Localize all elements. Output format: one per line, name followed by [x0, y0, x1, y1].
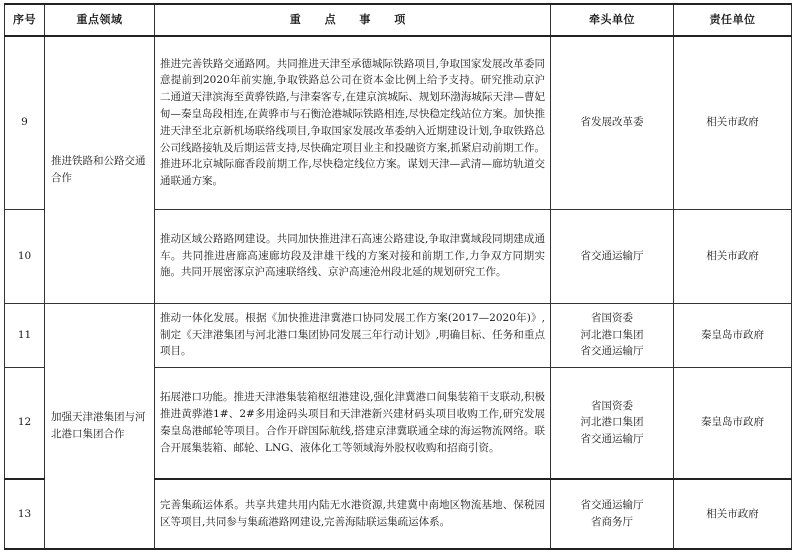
- lead-unit-line: 省交通运输厅: [580, 499, 644, 512]
- task-cell: 拓展港口功能。推进天津港集装箱枢纽港建设,强化津冀港口间集装箱干支联动,积极推进黄骅港1#、2#多用途码头项目和天津港新兴建材码头项目收购工作,研究发展秦皇岛港邮轮等项目。合作开辟国际航线,搭建京津冀联通全球的海运物流网络。联合开展集装箱、邮轮、LNG、液体化工等领域海外股权收购和招商引资。: [155, 367, 551, 479]
- header-task: 重 点 事 项: [155, 4, 551, 36]
- header-lead-unit: 牵头单位: [551, 4, 674, 36]
- lead-unit-cell: [551, 303, 674, 367]
- policy-table: [4, 3, 792, 550]
- lead-unit-line: 河北港口集团: [580, 416, 644, 429]
- row-number: 11: [5, 303, 45, 367]
- header-area: 重点领域: [45, 4, 155, 36]
- task-cell: 完善集疏运体系。共享共建共用内陆无水港资源,共建冀中南地区物流基地、保税园区等项目,共同参与集疏港路网建设,完善海陆联运集疏运体系。: [155, 479, 551, 549]
- responsible-unit-cell: 相关市政府: [674, 36, 792, 209]
- area-cell: 加强天津港集团与河北港口集团合作: [45, 303, 155, 549]
- lead-unit-line: 省国资委: [591, 399, 633, 412]
- header-num: 序号: [5, 4, 45, 36]
- task-cell: 推动区域公路路网建设。共同加快推进津石高速公路建设,争取津冀域段同期建成通车。共同推进唐廊高速廊坊段及津雄干线的方案对接和前期工作,力争双方同期实施。共同开展密涿京沪高速联络线、京沪高速沧州段北延的规划研究工作。: [155, 209, 551, 303]
- lead-unit-cell: 省发展改革委: [551, 36, 674, 209]
- lead-unit-cell: 省交通运输厅: [551, 209, 674, 303]
- task-cell: 推进完善铁路交通路网。共同推进天津至承德城际铁路项目,争取国家发展改革委同意提前到2020年前实施,争取铁路总公司在资本金比例上给予支持。研究推动京沪二通道天津滨海至黄骅铁路,与津秦客专,在建京滨城际、规划环渤海城际天津—曹妃甸—秦皇岛段相连,在黄骅市与石衡沧港城际铁路相连,尽快稳定线站位方案。加快推进天津至北京新机场联络线项目,争取国家发展改革委纳入近期建设计划,争取铁路总公司线路接轨及后期运营支持,尽快确定项目业主和投融资方案,抓紧启动前期工作。推进环北京城际廊香段前期工作,尽快稳定线位方案。谋划天津—武清—廊坊轨道交通联通方案。: [155, 36, 551, 209]
- responsible-unit-cell: 相关市政府: [674, 479, 792, 549]
- row-number: 9: [5, 36, 45, 209]
- responsible-unit-cell: 相关市政府: [674, 209, 792, 303]
- table-row: [5, 36, 792, 209]
- responsible-unit-cell: 秦皇岛市政府: [674, 367, 792, 479]
- task-cell: 推动一体化发展。根据《加快推进津冀港口协同发展工作方案(2017—2020年)》,制定《天津港集团与河北港口集团协同发展三年行动计划》,明确目标、任务和重点项目。: [155, 303, 551, 367]
- lead-unit-line: 省交通运输厅: [580, 345, 644, 358]
- area-cell: 推进铁路和公路交通合作: [45, 36, 155, 303]
- table-header-row: [5, 4, 792, 36]
- row-number: 13: [5, 479, 45, 549]
- row-number: 12: [5, 367, 45, 479]
- row-number: 10: [5, 209, 45, 303]
- responsible-unit-cell: 秦皇岛市政府: [674, 303, 792, 367]
- lead-unit-line: 河北港口集团: [580, 328, 644, 341]
- header-responsible-unit: 责任单位: [674, 4, 792, 36]
- lead-unit-line: 省交通运输厅: [580, 433, 644, 446]
- lead-unit-cell: [551, 367, 674, 479]
- table-row: [5, 303, 792, 367]
- lead-unit-cell: [551, 479, 674, 549]
- lead-unit-line: 省国资委: [591, 311, 633, 324]
- lead-unit-line: 省商务厅: [591, 516, 633, 528]
